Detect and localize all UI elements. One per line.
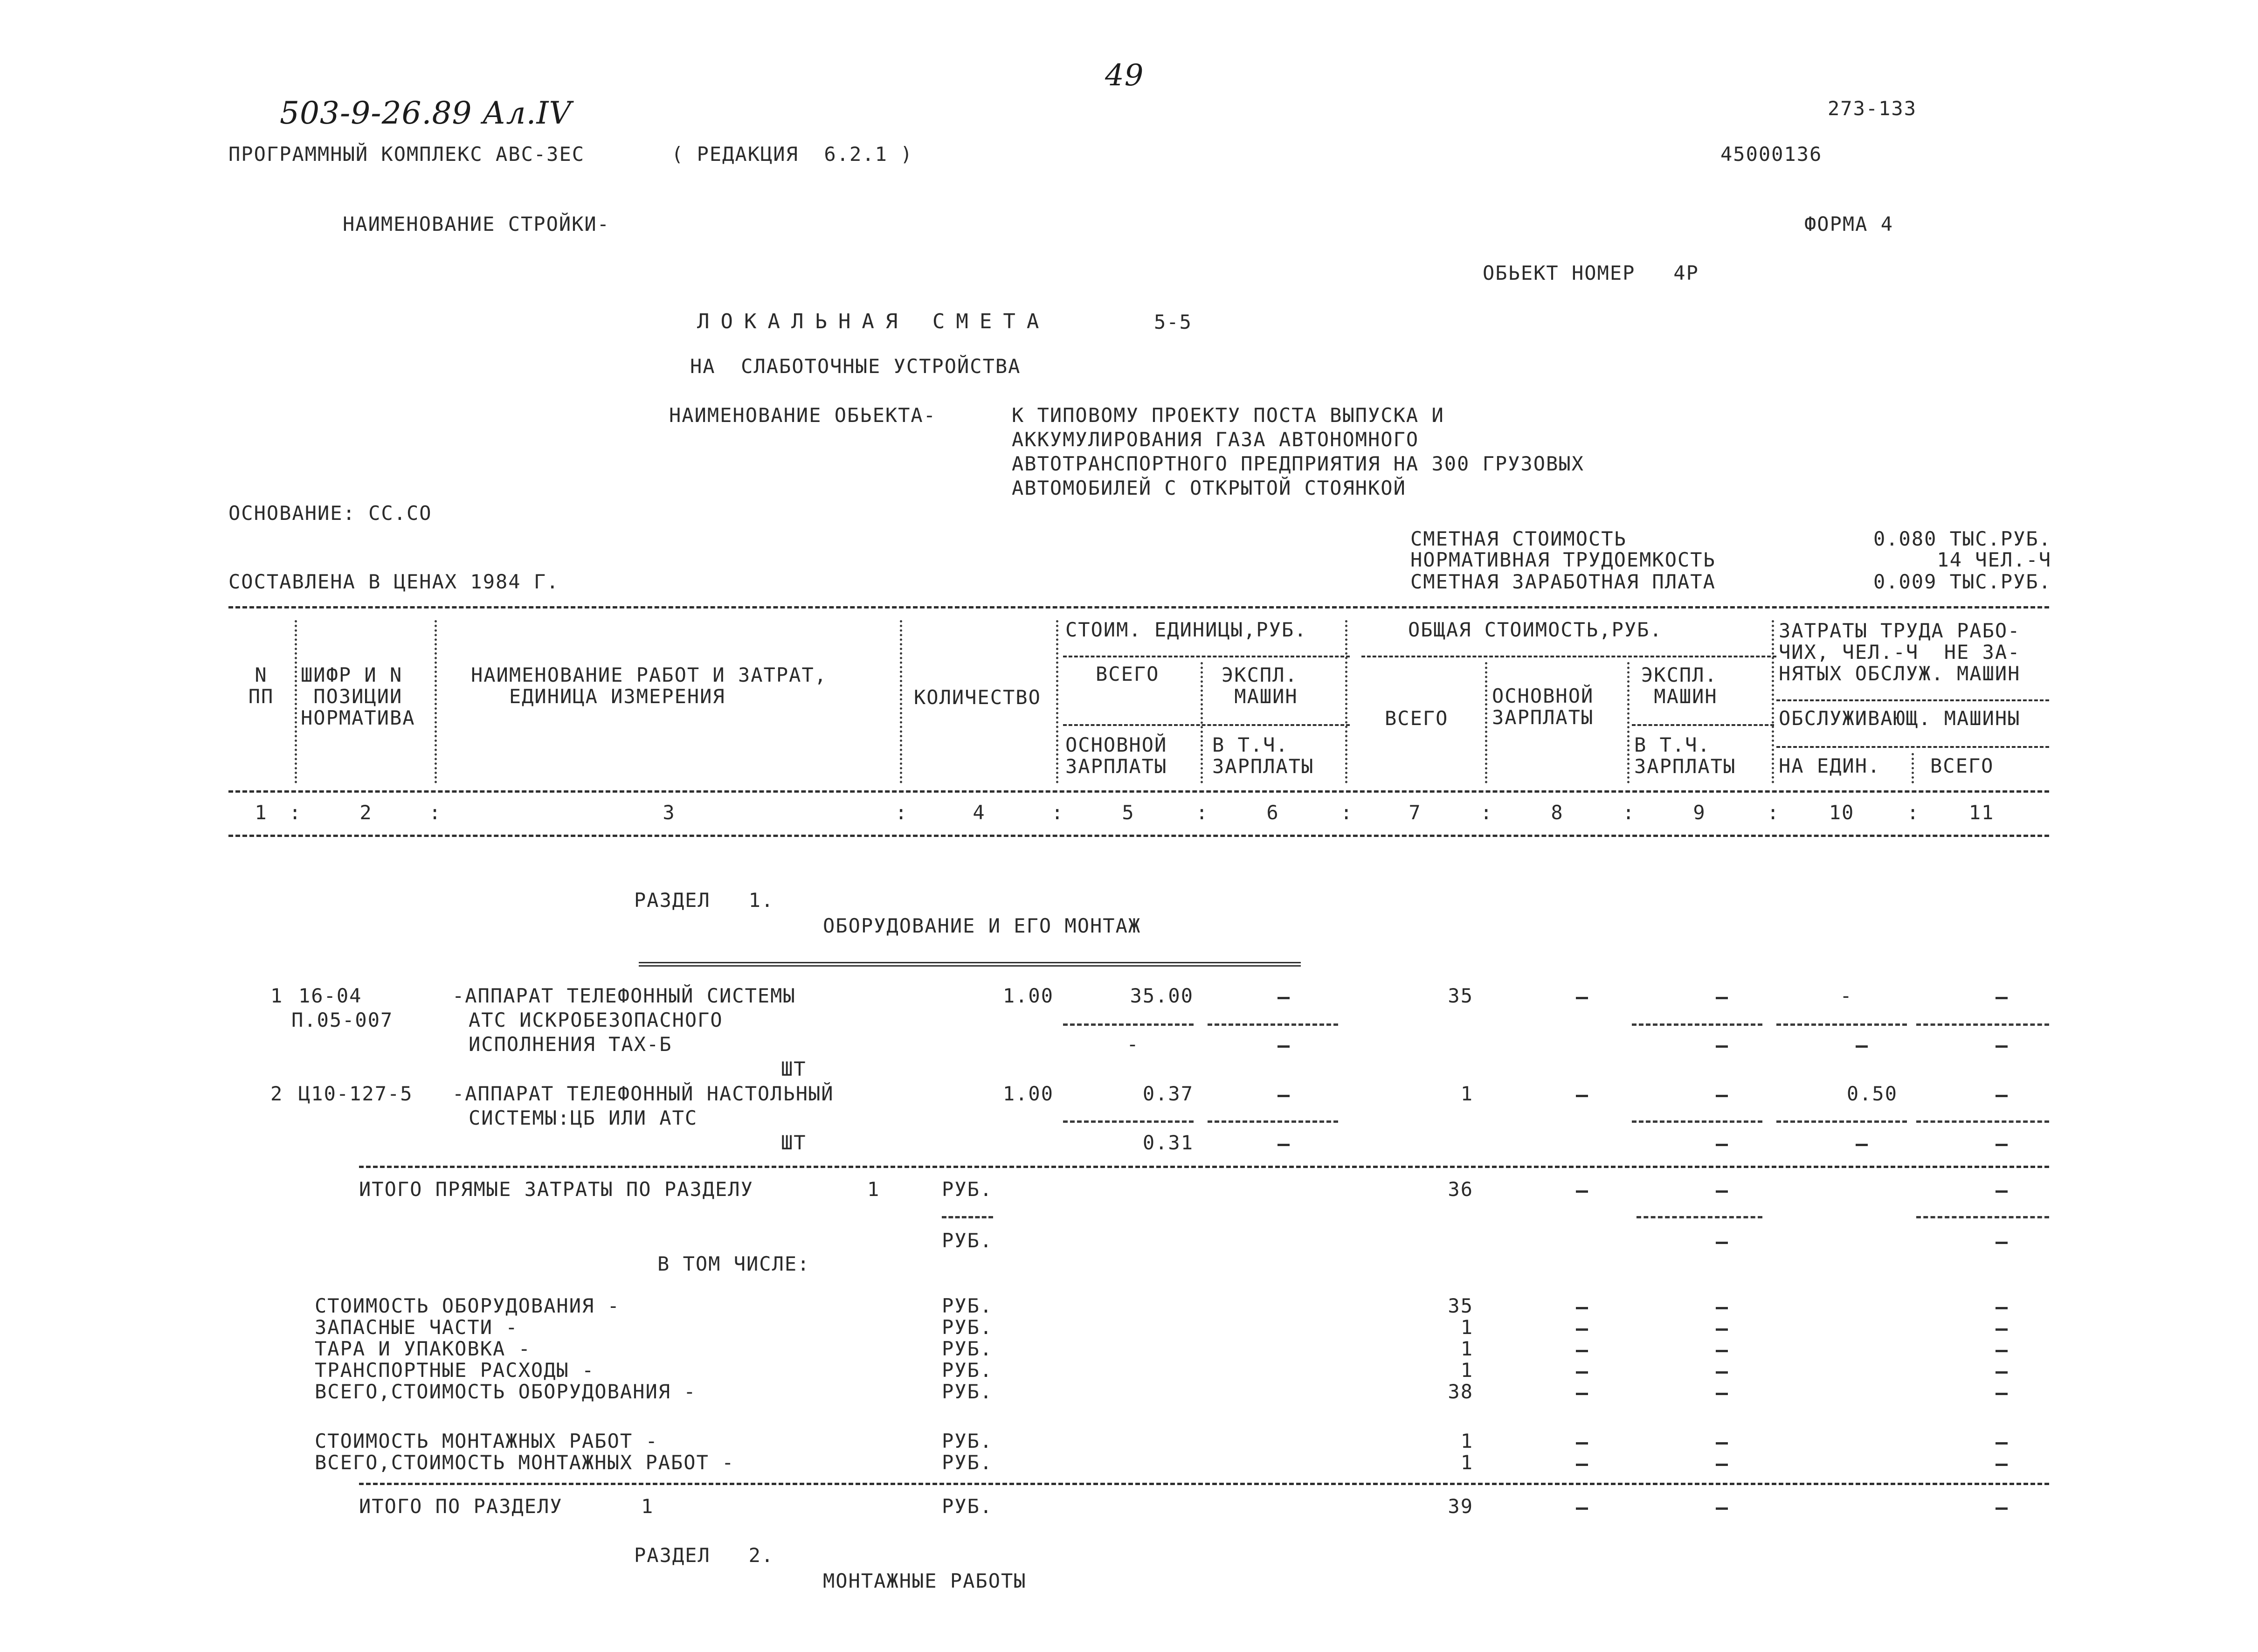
underline (1208, 1120, 1338, 1123)
underline (1063, 1120, 1194, 1123)
dash (1996, 1464, 2008, 1466)
item-2-unit-salary: 0.31 (1142, 1131, 1194, 1154)
col-number-3: 3 (663, 801, 676, 824)
handwritten-page-number: 49 (1105, 58, 1144, 93)
item-2-code: Ц10-127-5 (298, 1082, 413, 1105)
section-2-label: РАЗДЕЛ 2. (634, 1544, 774, 1567)
dash (1277, 1095, 1290, 1097)
section-total-label: ИТОГО ПО РАЗДЕЛУ (359, 1495, 563, 1518)
prices-year: СОСТАВЛЕНА В ЦЕНАХ 1984 Г. (228, 570, 559, 593)
dash (1716, 1190, 1728, 1193)
header-col-5b: ОСНОВНОЙ ЗАРПЛАТЫ (1065, 733, 1167, 778)
item-1-number: 1 (270, 984, 283, 1007)
dash (1996, 1371, 2008, 1374)
dash (1576, 1328, 1588, 1331)
item-2-total: 1 (1460, 1082, 1473, 1105)
item-1-name-1: -АППАРАТ ТЕЛЕФОННЫЙ СИСТЕМЫ (452, 984, 796, 1007)
dash (1576, 1464, 1588, 1466)
direct-costs-section: 1 (867, 1178, 880, 1201)
breakdown-rub-5: РУБ. (942, 1380, 993, 1403)
object-number: ОБЬЕКТ НОМЕР 4Р (1483, 262, 1699, 284)
dash (1716, 1371, 1728, 1374)
unit-cost-subrule-2 (1063, 724, 1350, 726)
col-number-9: 9 (1693, 801, 1706, 824)
breakdown-rub-1: РУБ. (942, 1294, 993, 1317)
item-1-quantity: 1.00 (1002, 984, 1054, 1007)
col-number-5: 5 (1122, 801, 1135, 824)
dash (1576, 1393, 1588, 1395)
section-total-section: 1 (641, 1495, 654, 1518)
dash (1576, 1507, 1588, 1510)
col-number-1: 1 (255, 801, 268, 824)
underline (1916, 1023, 2049, 1026)
col-number-4: 4 (973, 801, 986, 824)
header-col-7: ВСЕГО (1385, 707, 1449, 730)
header-unit-cost: СТОИМ. ЕДИНИЦЫ,РУБ. (1065, 618, 1307, 641)
total-cost-subrule (1361, 656, 1776, 657)
document-title: ЛОКАЛЬНАЯ СМЕТА (697, 310, 1050, 333)
item-1-code-2: П.05-007 (291, 1009, 394, 1031)
summary-value-labor: 14 ЧЕЛ.-Ч (1937, 548, 2051, 571)
item-1-total: 35 (1448, 984, 1473, 1007)
item-1-code: 16-04 (298, 984, 362, 1007)
document-title-number: 5-5 (1154, 311, 1192, 333)
underline (1776, 1120, 1907, 1123)
dash (1856, 1144, 1868, 1146)
direct-costs-rub: РУБ. (942, 1178, 993, 1201)
col-sep-3 (900, 620, 902, 783)
dash (1576, 1307, 1588, 1309)
section-1-double-rule (639, 962, 1301, 967)
dash (1716, 1464, 1728, 1466)
col-sep-5 (1201, 662, 1203, 783)
breakdown-rub-2: РУБ. (942, 1316, 993, 1339)
item-2-quantity: 1.00 (1002, 1082, 1054, 1105)
dash (1996, 1095, 2008, 1097)
dash (1996, 1507, 2008, 1510)
item-1-unit-total: 35.00 (1130, 984, 1194, 1007)
dash (1277, 997, 1290, 999)
unit-cost-subrule (1063, 656, 1350, 657)
breakdown-label-4: ТРАНСПОРТНЫЕ РАСХОДЫ - (315, 1359, 595, 1382)
dash (1716, 1144, 1728, 1146)
summary-label-labor: НОРМАТИВНАЯ ТРУДОЕМКОСТЬ (1410, 548, 1716, 571)
item-2-unit: ШТ (781, 1131, 807, 1154)
underline (1208, 1023, 1338, 1026)
underline (1632, 1023, 1762, 1026)
basis: ОСНОВАНИЕ: СС.СО (228, 502, 432, 525)
dash (1996, 1328, 2008, 1331)
dash (1996, 1242, 2008, 1244)
object-label: НАИМЕНОВАНИЕ ОБЬЕКТА- (669, 404, 937, 427)
col-number-10: 10 (1829, 801, 1855, 824)
breakdown-value-2: 1 (1460, 1316, 1473, 1339)
item-1-unit-salary: - (1126, 1033, 1139, 1056)
section-2-title: МОНТАЖНЫЕ РАБОТЫ (823, 1569, 1027, 1592)
item-2-labor-unit: 0.50 (1846, 1082, 1898, 1105)
mount-label-1: СТОИМОСТЬ МОНТАЖНЫХ РАБОТ - (315, 1430, 658, 1452)
header-total-cost: ОБЩАЯ СТОИМОСТЬ,РУБ. (1408, 618, 1663, 641)
item-2-unit-total: 0.37 (1142, 1082, 1194, 1105)
mount-rub-2: РУБ. (942, 1451, 993, 1474)
mount-label-2: ВСЕГО,СТОИМОСТЬ МОНТАЖНЫХ РАБОТ - (315, 1451, 735, 1474)
col-number-8: 8 (1551, 801, 1564, 824)
breakdown-value-1: 35 (1448, 1294, 1473, 1317)
table-number-rule (228, 835, 2049, 837)
underline (1916, 1216, 2049, 1218)
dash (1996, 1442, 2008, 1445)
col-sep-10 (1912, 753, 1914, 783)
header-col-9b: В Т.Ч. ЗАРПЛАТЫ (1634, 733, 1736, 778)
dash (1576, 1442, 1588, 1445)
dash (1996, 1393, 2008, 1395)
handwritten-document-number: 503-9-26.89 Ал.IV (280, 95, 572, 131)
dash (1996, 1190, 2008, 1193)
item-1-name-2: АТС ИСКРОБЕЗОПАСНОГО (469, 1009, 723, 1031)
col-sep-9 (1772, 620, 1774, 783)
col-number-11: 11 (1968, 801, 1995, 824)
program-name: ПРОГРАММНЫЙ КОМПЛЕКС АВС-3ЕС (228, 143, 585, 166)
breakdown-value-3: 1 (1460, 1337, 1473, 1360)
dash (1576, 1350, 1588, 1352)
dash (1856, 1045, 1868, 1048)
num-sep: : (289, 801, 302, 824)
items-end-rule (359, 1166, 2049, 1168)
header-col-9: ЭКСПЛ. МАШИН (1641, 664, 1718, 708)
including-label: В ТОМ ЧИСЛЕ: (657, 1252, 810, 1275)
header-col-1: N ПП (248, 664, 274, 708)
dash (1716, 1242, 1728, 1244)
col-sep-6 (1345, 620, 1347, 783)
underline (942, 1216, 993, 1218)
section-total-rub: РУБ. (942, 1495, 993, 1518)
labor-subrule-2 (1776, 746, 2049, 748)
labor-subrule (1776, 699, 2049, 701)
mount-value-1: 1 (1460, 1430, 1473, 1452)
summary-value-salary: 0.009 ТЫС.РУБ. (1873, 570, 2051, 593)
section-1-title: ОБОРУДОВАНИЕ И ЕГО МОНТАЖ (823, 914, 1141, 937)
breakdown-value-4: 1 (1460, 1359, 1473, 1382)
table-top-rule (228, 606, 2049, 608)
dash (1277, 1045, 1290, 1048)
object-line-3: АВТОТРАНСПОРТНОГО ПРЕДПРИЯТИЯ НА 300 ГРУЗОВЫХ (1012, 452, 1584, 475)
header-col-6b: В Т.Ч. ЗАРПЛАТЫ (1212, 733, 1314, 778)
col-sep-1 (295, 620, 297, 783)
dash (1716, 1442, 1728, 1445)
col-number-2: 2 (359, 801, 373, 824)
object-line-2: АККУМУЛИРОВАНИЯ ГАЗА АВТОНОМНОГО (1012, 428, 1419, 451)
dash (1996, 1144, 2008, 1146)
direct-costs-rub-2: РУБ. (942, 1229, 993, 1252)
underline (1916, 1120, 2049, 1123)
breakdown-rub-3: РУБ. (942, 1337, 993, 1360)
document-code: 273-133 (1828, 97, 1917, 120)
breakdown-value-5: 38 (1448, 1380, 1473, 1403)
item-1-labor-unit: - (1840, 984, 1853, 1007)
num-sep: : (1196, 801, 1209, 824)
col-sep-2 (435, 620, 437, 783)
dash (1996, 1045, 2008, 1048)
dash (1716, 1307, 1728, 1309)
direct-costs-total: 36 (1448, 1178, 1473, 1201)
construction-label: НАИМЕНОВАНИЕ СТРОЙКИ- (343, 213, 610, 235)
header-col-11: ВСЕГО (1930, 754, 1994, 777)
header-col-2: ШИФР И N ПОЗИЦИИ НОРМАТИВА (301, 664, 415, 729)
dash (1716, 1045, 1728, 1048)
num-sep: : (1480, 801, 1493, 824)
header-col-4: КОЛИЧЕСТВО (914, 686, 1041, 709)
dash (1576, 997, 1588, 999)
header-col-6: ЭКСПЛ. МАШИН (1222, 664, 1298, 708)
breakdown-rub-4: РУБ. (942, 1359, 993, 1382)
mount-rub-1: РУБ. (942, 1430, 993, 1452)
direct-costs-label: ИТОГО ПРЯМЫЕ ЗАТРАТЫ ПО РАЗДЕЛУ (359, 1178, 753, 1201)
dash (1716, 1393, 1728, 1395)
underline (1063, 1023, 1194, 1026)
num-sep: : (1051, 801, 1064, 824)
document-subtitle: НА СЛАБОТОЧНЫЕ УСТРОЙСТВА (690, 355, 1021, 378)
item-2-name-2: СИСТЕМЫ:ЦБ ИЛИ АТС (469, 1106, 698, 1129)
header-labor: ЗАТРАТЫ ТРУДА РАБО- ЧИХ, ЧЕЛ.-Ч НЕ ЗА- НЯТЫХ ОБСЛУЖ. МАШИН (1779, 619, 2021, 685)
num-sep: : (1907, 801, 1920, 824)
section-1-label: РАЗДЕЛ 1. (634, 889, 774, 912)
object-line-4: АВТОМОБИЛЕЙ С ОТКРЫТОЙ СТОЯНКОЙ (1012, 477, 1406, 499)
num-sep: : (1623, 801, 1636, 824)
num-sep: : (429, 801, 442, 824)
section-total-value: 39 (1448, 1495, 1473, 1518)
col-sep-8 (1627, 662, 1630, 783)
program-edition: ( РЕДАКЦИЯ 6.2.1 ) (671, 143, 913, 166)
summary-label-salary: СМЕТНАЯ ЗАРАБОТНАЯ ПЛАТА (1410, 570, 1716, 593)
underline (1632, 1120, 1762, 1123)
form-number: ФОРМА 4 (1804, 213, 1894, 235)
dash (1996, 997, 2008, 999)
section-total-rule (359, 1483, 2049, 1485)
dash (1277, 1144, 1290, 1146)
mount-value-2: 1 (1460, 1451, 1473, 1474)
dash (1996, 1307, 2008, 1309)
code-number: 45000136 (1720, 143, 1823, 166)
col-number-6: 6 (1266, 801, 1279, 824)
item-2-name-1: -АППАРАТ ТЕЛЕФОННЫЙ НАСТОЛЬНЫЙ (452, 1082, 834, 1105)
summary-value-cost: 0.080 ТЫС.РУБ. (1873, 527, 2051, 550)
num-sep: : (895, 801, 908, 824)
header-col-3: НАИМЕНОВАНИЕ РАБОТ И ЗАТРАТ, ЕДИНИЦА ИЗМЕРЕНИЯ (471, 664, 828, 708)
header-col-8: ОСНОВНОЙ ЗАРПЛАТЫ (1492, 684, 1594, 729)
breakdown-label-2: ЗАПАСНЫЕ ЧАСТИ - (315, 1316, 518, 1339)
dash (1716, 997, 1728, 999)
breakdown-label-5: ВСЕГО,СТОИМОСТЬ ОБОРУДОВАНИЯ - (315, 1380, 697, 1403)
table-header-rule (228, 790, 2049, 793)
dash (1716, 1507, 1728, 1510)
num-sep: : (1767, 801, 1780, 824)
header-col-5: ВСЕГО (1096, 663, 1160, 685)
dash (1996, 1350, 2008, 1352)
dash (1576, 1190, 1588, 1193)
total-cost-subrule-2 (1632, 724, 1774, 726)
dash (1716, 1328, 1728, 1331)
dash (1576, 1371, 1588, 1374)
col-sep-4 (1056, 620, 1058, 783)
col-number-7: 7 (1409, 801, 1422, 824)
dash (1716, 1095, 1728, 1097)
dash (1716, 1350, 1728, 1352)
breakdown-label-3: ТАРА И УПАКОВКА - (315, 1337, 531, 1360)
header-labor-service: ОБСЛУЖИВАЮЩ. МАШИНЫ (1779, 707, 2021, 730)
breakdown-label-1: СТОИМОСТЬ ОБОРУДОВАНИЯ - (315, 1294, 620, 1317)
item-1-name-3: ИСПОЛНЕНИЯ ТАХ-Б (469, 1033, 672, 1056)
dash (1576, 1095, 1588, 1097)
object-line-1: К ТИПОВОМУ ПРОЕКТУ ПОСТА ВЫПУСКА И (1012, 404, 1444, 427)
header-col-10: НА ЕДИН. (1779, 754, 1881, 777)
item-1-unit: ШТ (781, 1058, 807, 1080)
underline (1637, 1216, 1762, 1218)
summary-label-cost: СМЕТНАЯ СТОИМОСТЬ (1410, 527, 1627, 550)
item-2-number: 2 (270, 1082, 283, 1105)
num-sep: : (1340, 801, 1353, 824)
underline (1776, 1023, 1907, 1026)
col-sep-7 (1485, 662, 1487, 783)
